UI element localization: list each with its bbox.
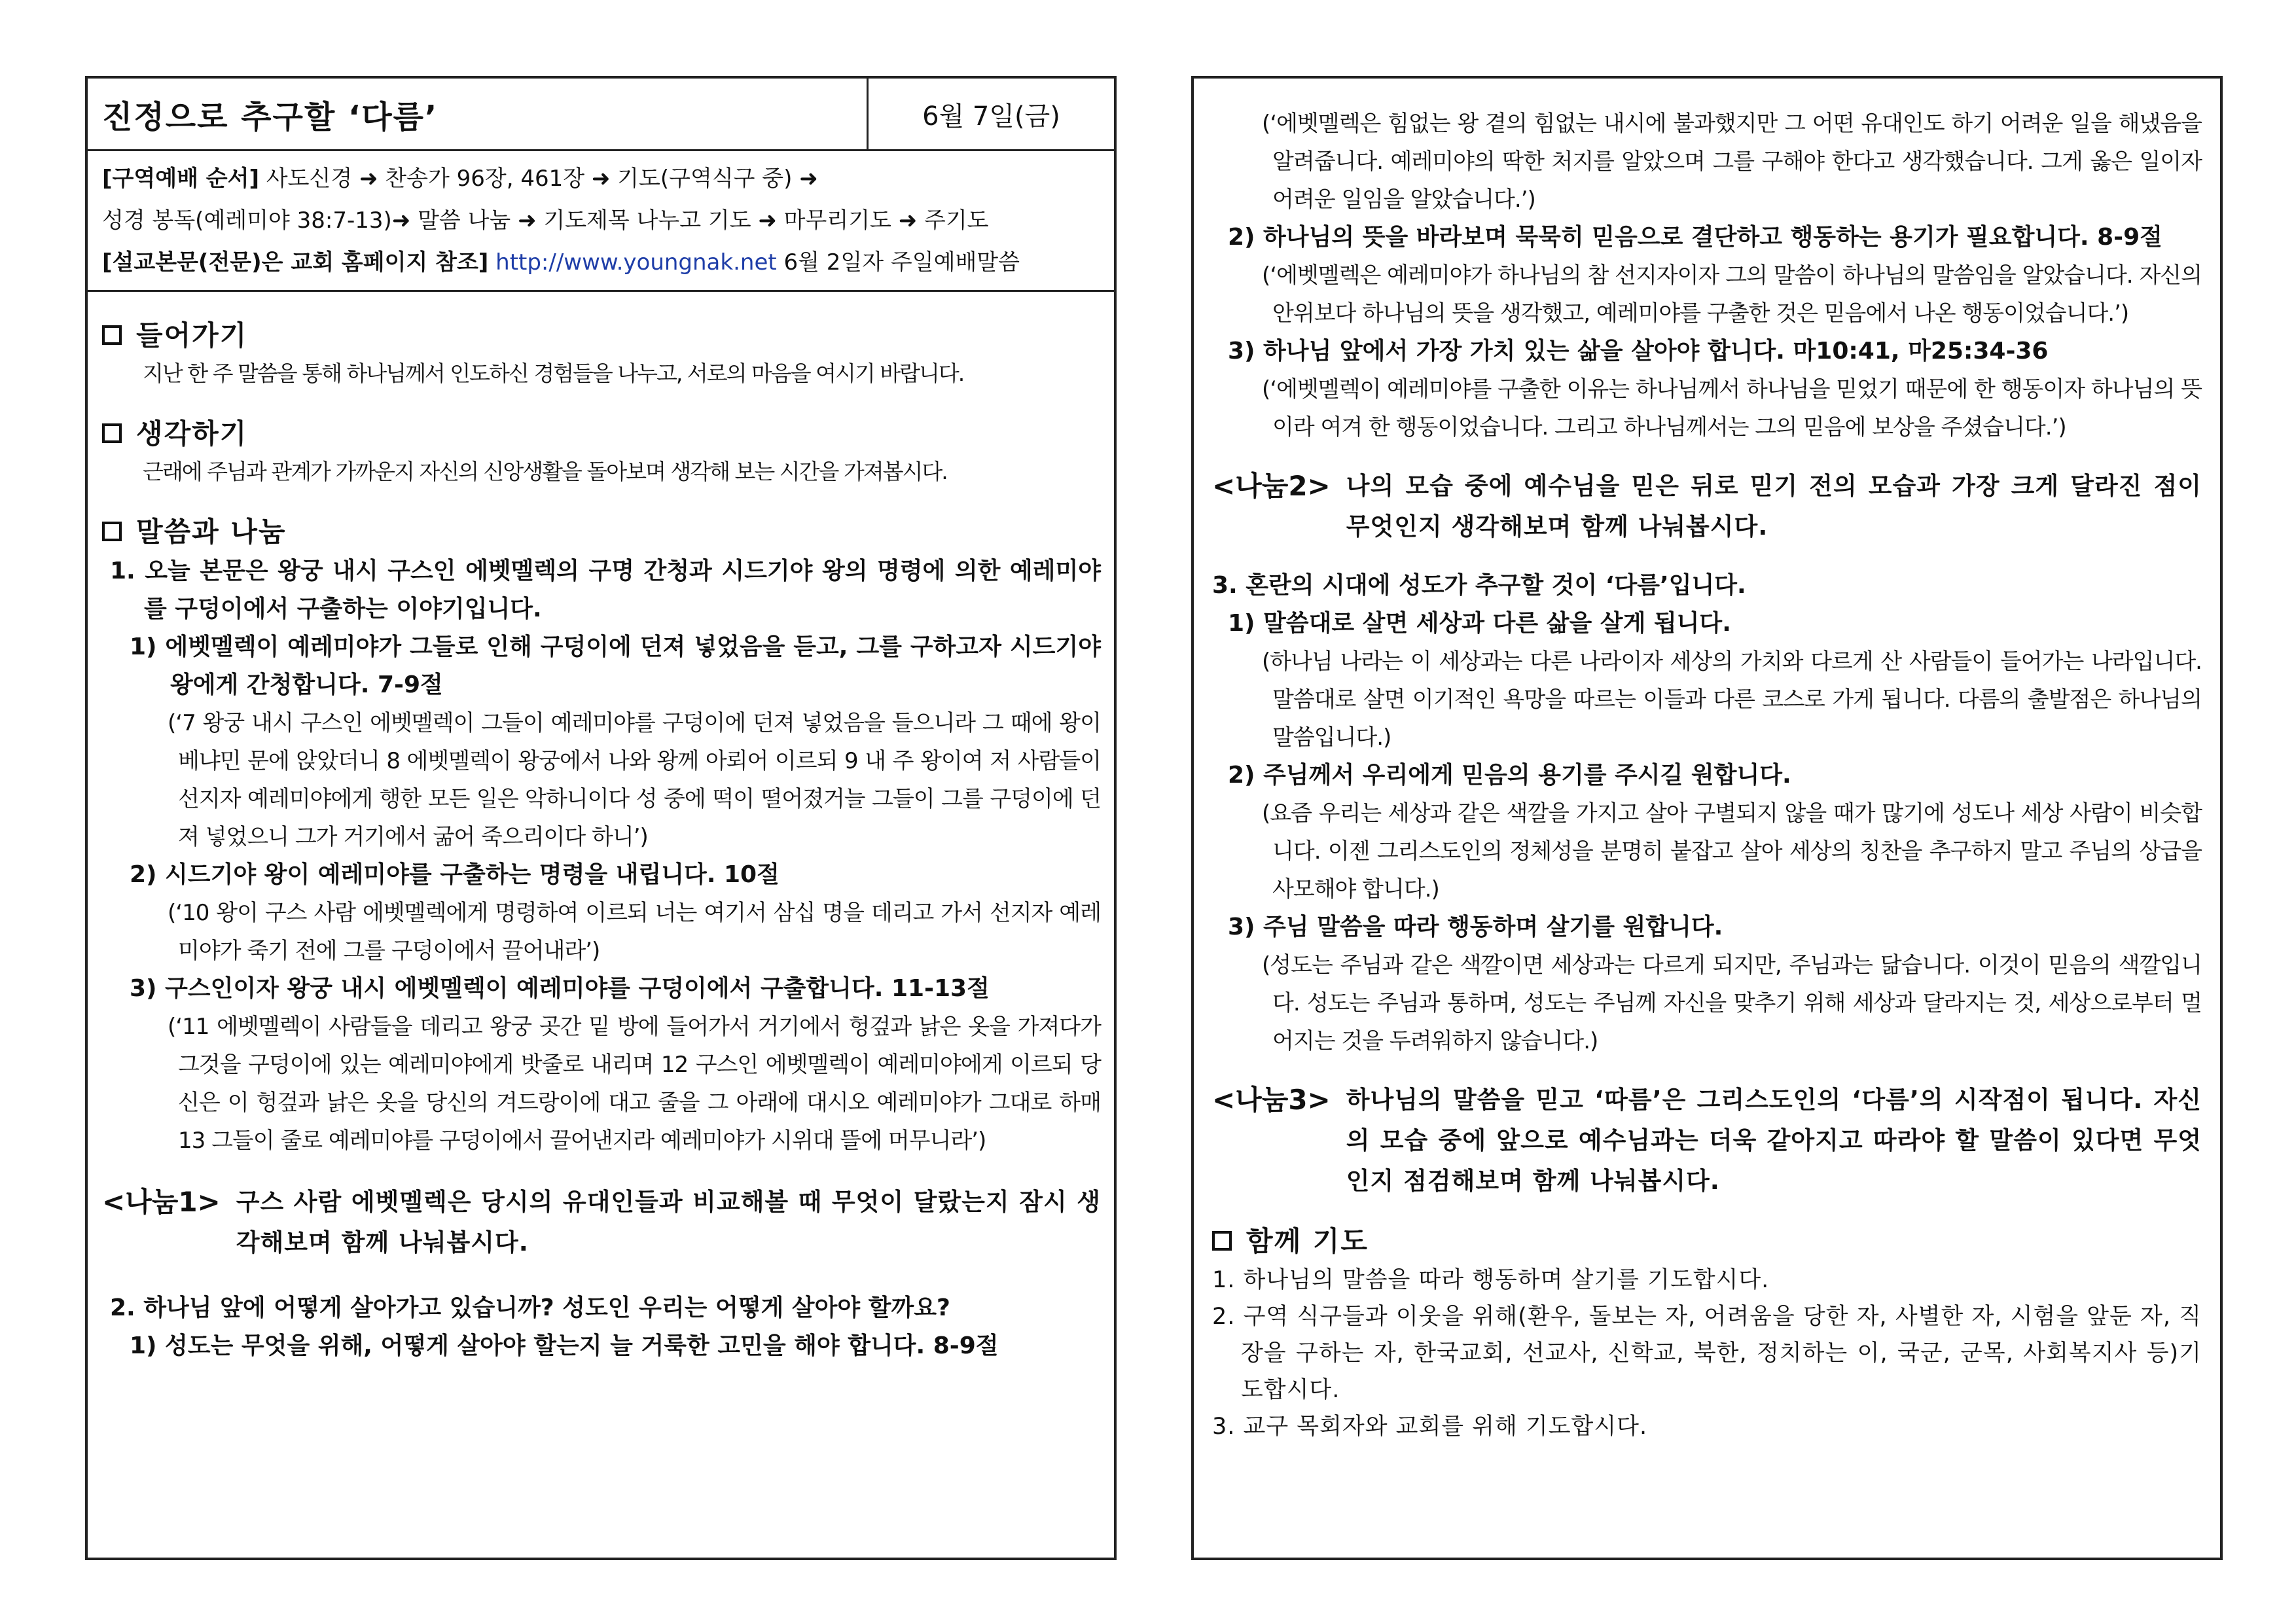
intro-text: 지난 한 주 말씀을 통해 하나님께서 인도하신 경험들을 나누고, 서로의 마음을 여시기 바랍니다.: [143, 361, 964, 386]
checkbox-square-icon: [102, 325, 122, 345]
quote-2-3: (‘에벳멜렉이 예레미야를 구출한 이유는 하나님께서 하나님을 믿었기 때문에 한 행동이자 하나님의 뜻이라 여겨 한 행동이었습니다. 그리고 하나님께서는 그의 믿음에 보상을 주셨습니다.’): [1262, 376, 2202, 440]
point-3-1: 1) 말씀대로 살면 세상과 다른 삶을 살게 됩니다.: [1228, 610, 1731, 637]
prayer-item-3: 3. 교구 목회자와 교회를 위해 기도합시다.: [1212, 1414, 1648, 1440]
page-title: 진정으로 추구할 ‘다름’: [88, 79, 869, 149]
prayer-item-1: 1. 하나님의 말씀을 따라 행동하며 살기를 기도합시다.: [1212, 1267, 1770, 1293]
share-1-text: 구스 사람 에벳멜렉은 당시의 유대인들과 비교해볼 때 무엇이 달랐는지 잠시 생각해보며 함께 나눠봅시다.: [236, 1188, 1101, 1257]
point-2-1: 1) 성도는 무엇을 위해, 어떻게 살아야 할는지 늘 거룩한 고민을 해야 합니다. 8-9절: [130, 1332, 999, 1359]
point-2: 2. 하나님 앞에 어떻게 살아가고 있습니까? 성도인 우리는 어떻게 살아야 할까요?: [110, 1294, 950, 1321]
checkbox-square-icon: [102, 522, 122, 541]
quote-1-2: (‘10 왕이 구스 사람 에벳멜렉에게 명령하여 이르되 너는 여기서 삼십 명을 데리고 가서 선지자 예레미야가 죽기 전에 그를 구덩이에서 끌어내라’): [168, 900, 1101, 964]
share-2: [1212, 466, 2202, 547]
prayer-heading: 함께 기도: [1212, 1221, 2202, 1262]
order-label: [구역예배 순서]: [102, 166, 259, 192]
share-2-label: <나눔2>: [1212, 470, 1331, 502]
point-1-2: 2) 시드기야 왕이 예레미야를 구출하는 명령을 내립니다. 10절: [130, 861, 780, 888]
quote-1-3: (‘11 에벳멜렉이 사람들을 데리고 왕궁 곳간 밑 방에 들어가서 거기에서 헝겊과 낡은 옷을 가져다가 그것을 구덩이에 있는 예레미야에게 밧줄로 내리며 12 구스인 에벳멜렉이 예레미야에게 이르되 당신은 이 헝겊과 낡은 옷을 당신의 겨드랑이에 대고 줄을 그 아래에 대시오 예레미야가 그대로 하매 13 그들이 줄로 예레미야를 구덩이에서 끌어낸지라 예레미야가 시위대 뜰에 머무니라’): [168, 1014, 1101, 1154]
point-3: 3. 혼란의 시대에 성도가 추구할 것이 ‘다름’입니다.: [1212, 572, 1746, 599]
point-1-1: 1) 에벳멜렉이 예레미야가 그들로 인해 구덩이에 던져 넣었음을 듣고, 그를 구하고자 시드기야 왕에게 간청합니다. 7-9절: [130, 633, 1101, 698]
share-3-text: 하나님의 말씀을 믿고 ‘따름’은 그리스도인의 ‘다름’의 시작점이 됩니다. 자신의 모습 중에 앞으로 예수님과는 더욱 같아지고 따라야 할 말씀이 있다면 무엇인지 점검해보며 함께 나눠봅시다.: [1346, 1086, 2202, 1195]
sermon-tail: 6월 2일자 주일예배말씀: [776, 249, 1020, 276]
quote-2-2: (‘에벳멜렉은 예레미야가 하나님의 참 선지자이자 그의 말씀이 하나님의 말씀임을 알았습니다. 자신의 안위보다 하나님의 뜻을 생각했고, 예레미야를 구출한 것은 믿음에서 나온 행동이었습니다.’): [1262, 262, 2202, 327]
point-1-3: 3) 구스인이자 왕궁 내시 에벳멜렉이 예레미야를 구덩이에서 구출합니다. 11-13절: [130, 975, 990, 1002]
left-panel: [85, 76, 1117, 1560]
right-panel: [1191, 76, 2223, 1560]
share-1-label: <나눔1>: [102, 1186, 221, 1218]
share-3-label: <나눔3>: [1212, 1084, 1331, 1116]
checkbox-square-icon: [1212, 1231, 1232, 1251]
word-heading: 말씀과 나눔: [102, 512, 1101, 552]
quote-1-1: (‘7 왕궁 내시 구스인 에벳멜렉이 그들이 예레미야를 구덩이에 던져 넣었음을 들으니라 그 때에 왕이 베냐민 문에 앉았더니 8 에벳멜렉이 왕궁에서 나와 왕께 아뢰어 이르되 9 내 주 왕이여 저 사람들이 선지자 예레미야에게 행한 모든 일은 악하니이다 성 중에 떡이 떨어졌거늘 그들이 그를 구덩이에 던져 넣었으니 그가 거기에서 굶어 죽으리이다 하니’): [168, 710, 1101, 850]
checkbox-square-icon: [102, 423, 122, 443]
share-3: [1212, 1080, 2202, 1202]
order-line1: 사도신경 ➜ 찬송가 96장, 461장 ➜ 기도(구역식구 중) ➜: [259, 166, 818, 192]
worship-order: [88, 151, 1114, 292]
point-3-2: 2) 주님께서 우리에게 믿음의 용기를 주시길 원합니다.: [1228, 762, 1791, 789]
share-2-text: 나의 모습 중에 예수님을 믿은 뒤로 믿기 전의 모습과 가장 크게 달라진 점이 무엇인지 생각해보며 함께 나눠봅시다.: [1346, 472, 2202, 541]
point-2-3: 3) 하나님 앞에서 가장 가치 있는 삶을 살아야 합니다. 마10:41, 마25:34-36: [1228, 338, 2049, 365]
point-1: 1. 오늘 본문은 왕궁 내시 구스인 에벳멜렉의 구명 간청과 시드기야 왕의 명령에 의한 예레미야를 구덩이에서 구출하는 이야기입니다.: [110, 558, 1101, 622]
header-row: [88, 79, 1114, 151]
quote-3-1: (하나님 나라는 이 세상과는 다른 나라이자 세상의 가치와 다르게 산 사람들이 들어가는 나라입니다. 말씀대로 살면 이기적인 욕망을 따르는 이들과 다른 코스로 가게 됩니다. 다름의 출발점은 하나님의 말씀입니다.): [1262, 649, 2202, 751]
share-1: [102, 1182, 1101, 1263]
quote-3-3: (성도는 주님과 같은 색깔이면 세상과는 다르게 되지만, 주님과는 닮습니다. 이것이 믿음의 색깔입니다. 성도는 주님과 통하며, 성도는 주님께 자신을 맞추기 위해 세상과 달라지는 것, 세상으로부터 멀어지는 것을 두려워하지 않습니다.): [1262, 952, 2202, 1054]
quote-3-2: (요즘 우리는 세상과 같은 색깔을 가지고 살아 구별되지 않을 때가 많기에 성도나 세상 사람이 비슷합니다. 이젠 그리스도인의 정체성을 분명히 붙잡고 살아 세상의 칭찬을 추구하지 말고 주님의 상급을 사모해야 합니다.): [1262, 800, 2202, 902]
homepage-link[interactable]: http://www.youngnak.net: [495, 249, 777, 276]
left-content: [88, 292, 1114, 1365]
order-line2: 성경 봉독(예레미야 38:7-13)➜ 말씀 나눔 ➜ 기도제목 나누고 기도 ➜ 마무리기도 ➜ 주기도: [102, 207, 989, 234]
date-label: 6월 7일(금): [922, 101, 1060, 132]
prayer-item-2: 2. 구역 식구들과 이웃을 위해(환우, 돌보는 자, 어려움을 당한 자, 사별한 자, 시험을 앞둔 자, 직장을 구하는 자, 한국교회, 선교사, 신학교, 북한, 정치하는 이, 국군, 군목, 사회복지사 등)기도합시다.: [1212, 1304, 2202, 1403]
intro-heading: 들어가기: [102, 315, 1101, 356]
think-heading: 생각하기: [102, 414, 1101, 454]
sermon-label: [설교본문(전문)은 교회 홈페이지 참조]: [102, 249, 489, 276]
quote-2-1: (‘에벳멜렉은 힘없는 왕 곁의 힘없는 내시에 불과했지만 그 어떤 유대인도 하기 어려운 일을 해냈음을 알려줍니다. 예레미야의 딱한 처지를 알았으며 그를 구해야 한다고 생각했습니다. 그게 옳은 일이자 어려운 일임을 알았습니다.’): [1262, 111, 2202, 213]
point-3-3: 3) 주님 말씀을 따라 행동하며 살기를 원합니다.: [1228, 914, 1723, 940]
think-text: 근래에 주님과 관계가 가까운지 자신의 신앙생활을 돌아보며 생각해 보는 시간을 가져봅시다.: [143, 459, 947, 484]
point-2-2: 2) 하나님의 뜻을 바라보며 묵묵히 믿음으로 결단하고 행동하는 용기가 필요합니다. 8-9절: [1228, 224, 2162, 251]
